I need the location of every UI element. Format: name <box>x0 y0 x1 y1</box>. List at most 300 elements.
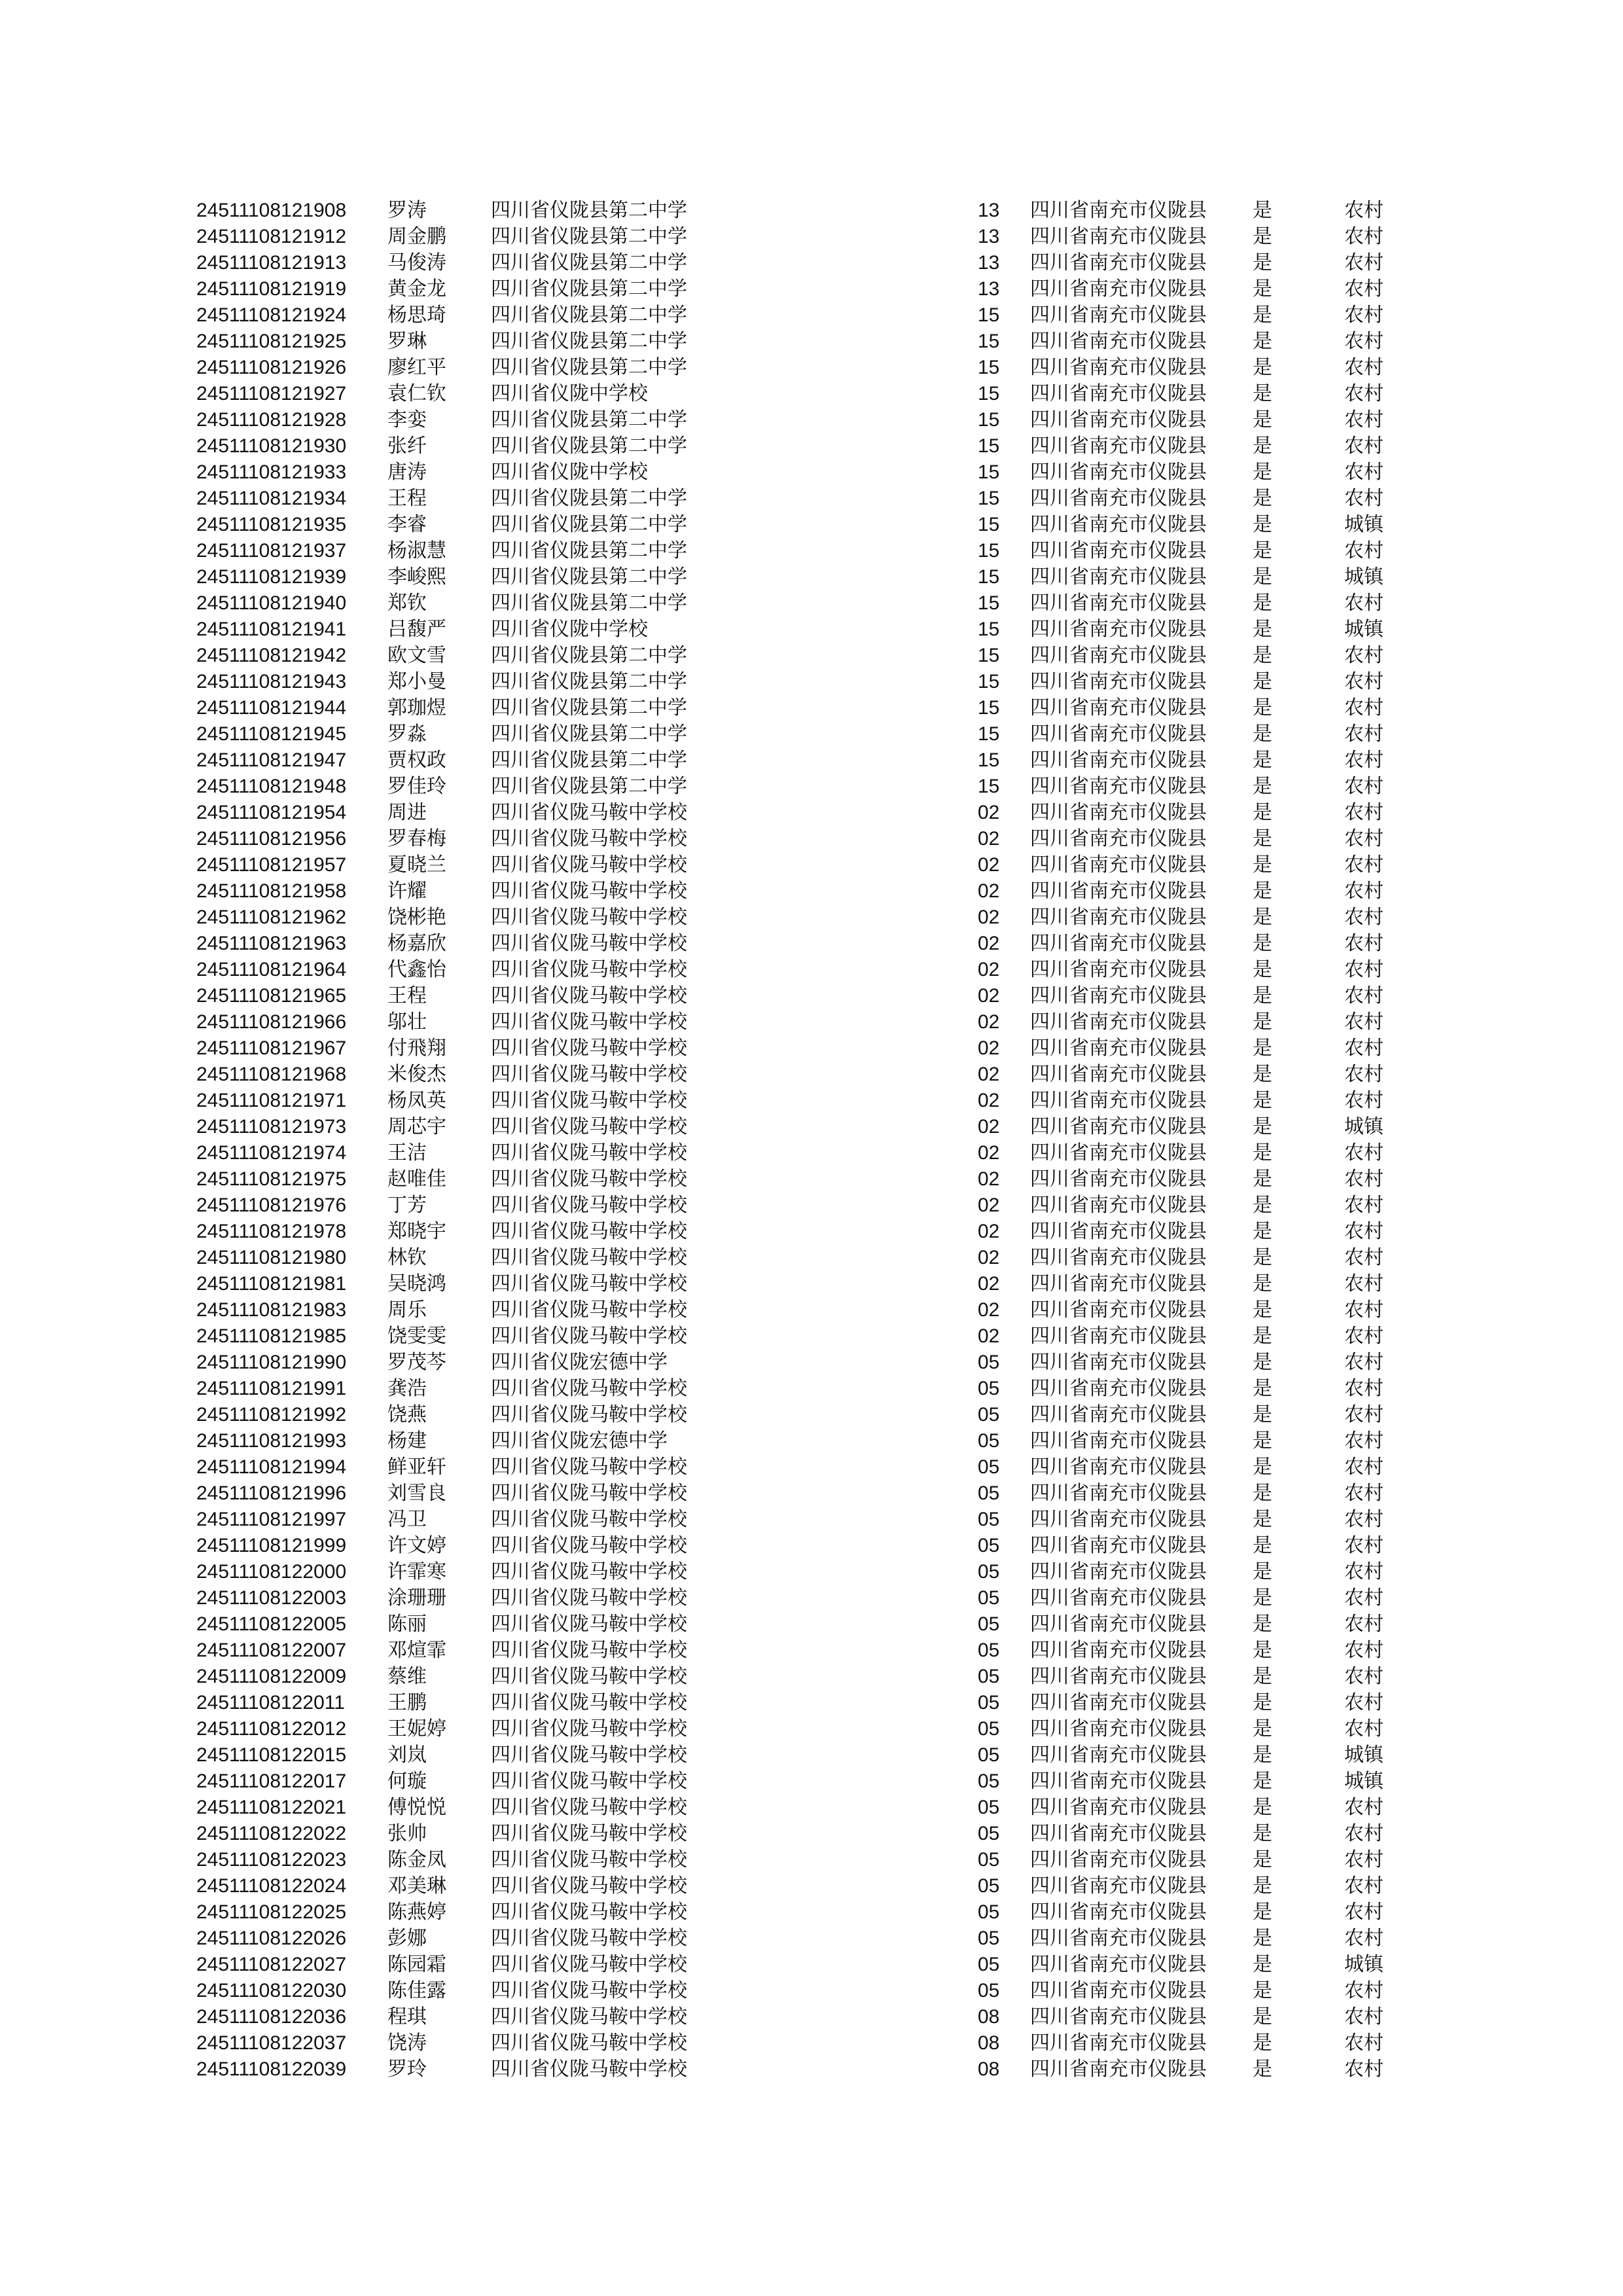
flag-cell: 是 <box>1253 1927 1272 1950</box>
student-id-cell: 24511108121965 <box>196 985 347 1007</box>
flag-cell: 是 <box>1253 592 1272 615</box>
area-cell: 农村 <box>1344 801 1383 824</box>
student-id-cell: 24511108122003 <box>196 1587 347 1609</box>
student-id-cell: 24511108122015 <box>196 1744 347 1766</box>
flag-cell: 是 <box>1253 1901 1272 1924</box>
area-cell: 农村 <box>1344 1691 1383 1714</box>
area-cell: 农村 <box>1344 1927 1383 1950</box>
code-cell: 05 <box>978 1404 1000 1426</box>
region-cell: 四川省南充市仪陇县 <box>1030 1037 1207 1060</box>
code-cell: 05 <box>978 1980 1000 2001</box>
school-cell: 四川省仪陇马鞍中学校 <box>491 1717 687 1740</box>
student-name-cell: 罗涛 <box>387 199 427 222</box>
region-cell: 四川省南充市仪陇县 <box>1030 1220 1207 1243</box>
student-name-cell: 郑小曼 <box>387 670 446 693</box>
area-cell: 农村 <box>1344 1613 1383 1636</box>
school-cell: 四川省仪陇马鞍中学校 <box>491 1665 687 1688</box>
region-cell: 四川省南充市仪陇县 <box>1030 225 1207 248</box>
area-cell: 城镇 <box>1344 1953 1383 1976</box>
student-id-cell: 24511108121933 <box>196 461 347 483</box>
area-cell: 农村 <box>1344 199 1383 222</box>
area-cell: 农村 <box>1344 278 1383 300</box>
flag-cell: 是 <box>1253 1770 1272 1793</box>
table-row <box>196 2056 1440 2083</box>
student-name-cell: 刘岚 <box>387 1744 427 1767</box>
flag-cell: 是 <box>1253 539 1272 562</box>
flag-cell: 是 <box>1253 1429 1272 1452</box>
code-cell: 02 <box>978 959 1000 980</box>
table-row <box>196 1428 1440 1454</box>
school-cell: 四川省仪陇马鞍中学校 <box>491 1272 687 1295</box>
table-row <box>196 2004 1440 2030</box>
student-name-cell: 罗佳玲 <box>387 775 446 798</box>
area-cell: 农村 <box>1344 1482 1383 1505</box>
school-cell: 四川省仪陇宏德中学 <box>491 1351 668 1374</box>
student-name-cell: 周乐 <box>387 1299 427 1321</box>
table-row <box>196 538 1440 564</box>
student-id-cell: 24511108121991 <box>196 1378 347 1399</box>
table-row <box>196 1245 1440 1271</box>
flag-cell: 是 <box>1253 801 1272 824</box>
flag-cell: 是 <box>1253 565 1272 588</box>
code-cell: 05 <box>978 1928 1000 1949</box>
region-cell: 四川省南充市仪陇县 <box>1030 382 1207 405</box>
student-id-cell: 24511108121974 <box>196 1142 347 1164</box>
student-id-cell: 24511108121926 <box>196 357 347 378</box>
flag-cell: 是 <box>1253 1822 1272 1845</box>
area-cell: 农村 <box>1344 225 1383 248</box>
student-id-cell: 24511108121956 <box>196 828 347 850</box>
table-row <box>196 1166 1440 1193</box>
flag-cell: 是 <box>1253 1796 1272 1819</box>
school-cell: 四川省仪陇县第二中学 <box>491 435 687 457</box>
school-cell: 四川省仪陇马鞍中学校 <box>491 1613 687 1636</box>
student-name-cell: 饶燕 <box>387 1403 427 1426</box>
area-cell: 农村 <box>1344 1874 1383 1897</box>
student-name-cell: 杨建 <box>387 1429 427 1452</box>
table-row <box>196 1899 1440 1926</box>
student-name-cell: 郑钦 <box>387 592 427 615</box>
school-cell: 四川省仪陇马鞍中学校 <box>491 1377 687 1400</box>
table-row <box>196 1716 1440 1742</box>
student-name-cell: 傅悦悦 <box>387 1796 446 1819</box>
area-cell: 农村 <box>1344 1665 1383 1688</box>
area-cell: 农村 <box>1344 1796 1383 1819</box>
area-cell: 农村 <box>1344 2005 1383 2028</box>
table-row <box>196 1140 1440 1166</box>
region-cell: 四川省南充市仪陇县 <box>1030 199 1207 222</box>
table-row <box>196 329 1440 355</box>
table-row <box>196 1585 1440 1611</box>
student-id-cell: 24511108121912 <box>196 226 347 247</box>
code-cell: 15 <box>978 409 1000 431</box>
student-id-cell: 24511108121958 <box>196 880 347 902</box>
flag-cell: 是 <box>1253 644 1272 667</box>
code-cell: 15 <box>978 331 1000 352</box>
student-name-cell: 王妮婷 <box>387 1717 446 1740</box>
school-cell: 四川省仪陇宏德中学 <box>491 1429 668 1452</box>
school-cell: 四川省仪陇马鞍中学校 <box>491 1901 687 1924</box>
student-name-cell: 邬壮 <box>387 1011 427 1033</box>
student-name-cell: 杨思琦 <box>387 304 446 327</box>
region-cell: 四川省南充市仪陇县 <box>1030 1429 1207 1452</box>
flag-cell: 是 <box>1253 1482 1272 1505</box>
region-cell: 四川省南充市仪陇县 <box>1030 1246 1207 1269</box>
flag-cell: 是 <box>1253 1351 1272 1374</box>
school-cell: 四川省仪陇马鞍中学校 <box>491 1482 687 1505</box>
flag-cell: 是 <box>1253 723 1272 745</box>
school-cell: 四川省仪陇县第二中学 <box>491 487 687 510</box>
code-cell: 02 <box>978 854 1000 876</box>
table-row <box>196 1297 1440 1323</box>
area-cell: 农村 <box>1344 1351 1383 1374</box>
student-name-cell: 王程 <box>387 487 427 510</box>
student-name-cell: 周芯宇 <box>387 1115 446 1138</box>
student-id-cell: 24511108121927 <box>196 383 347 404</box>
table-row <box>196 1611 1440 1638</box>
flag-cell: 是 <box>1253 1953 1272 1976</box>
code-cell: 02 <box>978 1221 1000 1242</box>
flag-cell: 是 <box>1253 1272 1272 1295</box>
flag-cell: 是 <box>1253 1874 1272 1897</box>
school-cell: 四川省仪陇马鞍中学校 <box>491 1011 687 1033</box>
region-cell: 四川省南充市仪陇县 <box>1030 408 1207 431</box>
student-id-cell: 24511108121994 <box>196 1456 347 1478</box>
region-cell: 四川省南充市仪陇县 <box>1030 1272 1207 1295</box>
region-cell: 四川省南充市仪陇县 <box>1030 958 1207 981</box>
area-cell: 农村 <box>1344 723 1383 745</box>
school-cell: 四川省仪陇县第二中学 <box>491 749 687 772</box>
school-cell: 四川省仪陇马鞍中学校 <box>491 1639 687 1662</box>
region-cell: 四川省南充市仪陇县 <box>1030 1115 1207 1138</box>
student-name-cell: 欧文雪 <box>387 644 446 667</box>
table-row <box>196 564 1440 590</box>
table-row <box>196 1821 1440 1847</box>
region-cell: 四川省南充市仪陇县 <box>1030 1141 1207 1164</box>
school-cell: 四川省仪陇马鞍中学校 <box>491 1194 687 1217</box>
region-cell: 四川省南充市仪陇县 <box>1030 801 1207 824</box>
area-cell: 农村 <box>1344 1011 1383 1033</box>
flag-cell: 是 <box>1253 1299 1272 1321</box>
student-id-cell: 24511108121942 <box>196 645 347 666</box>
table-row <box>196 800 1440 826</box>
region-cell: 四川省南充市仪陇县 <box>1030 1168 1207 1191</box>
student-id-cell: 24511108121957 <box>196 854 347 876</box>
code-cell: 15 <box>978 357 1000 378</box>
region-cell: 四川省南充市仪陇县 <box>1030 1089 1207 1112</box>
region-cell: 四川省南充市仪陇县 <box>1030 330 1207 353</box>
code-cell: 08 <box>978 2058 1000 2080</box>
flag-cell: 是 <box>1253 2032 1272 2054</box>
flag-cell: 是 <box>1253 906 1272 929</box>
region-cell: 四川省南充市仪陇县 <box>1030 984 1207 1007</box>
code-cell: 08 <box>978 2006 1000 2028</box>
code-cell: 02 <box>978 1037 1000 1059</box>
table-row <box>196 1009 1440 1035</box>
student-id-cell: 24511108121941 <box>196 619 347 640</box>
table-row <box>196 407 1440 433</box>
student-name-cell: 许文婷 <box>387 1534 446 1557</box>
area-cell: 农村 <box>1344 1403 1383 1426</box>
school-cell: 四川省仪陇马鞍中学校 <box>491 1115 687 1138</box>
flag-cell: 是 <box>1253 1377 1272 1400</box>
flag-cell: 是 <box>1253 408 1272 431</box>
school-cell: 四川省仪陇县第二中学 <box>491 251 687 274</box>
area-cell: 农村 <box>1344 1063 1383 1086</box>
region-cell: 四川省南充市仪陇县 <box>1030 1351 1207 1374</box>
student-id-cell: 24511108121944 <box>196 697 347 719</box>
flag-cell: 是 <box>1253 1744 1272 1767</box>
student-name-cell: 李睿 <box>387 513 427 536</box>
region-cell: 四川省南充市仪陇县 <box>1030 278 1207 300</box>
code-cell: 15 <box>978 645 1000 666</box>
student-id-cell: 24511108121948 <box>196 776 347 797</box>
student-name-cell: 代鑫怡 <box>387 958 446 981</box>
code-cell: 02 <box>978 1299 1000 1321</box>
code-cell: 05 <box>978 1561 1000 1583</box>
student-id-cell: 24511108122030 <box>196 1980 347 2001</box>
area-cell: 农村 <box>1344 1168 1383 1191</box>
table-row <box>196 381 1440 407</box>
code-cell: 05 <box>978 1797 1000 1818</box>
flag-cell: 是 <box>1253 2058 1272 2081</box>
student-id-cell: 24511108122027 <box>196 1954 347 1975</box>
student-name-cell: 邓美琳 <box>387 1874 446 1897</box>
school-cell: 四川省仪陇马鞍中学校 <box>491 1063 687 1086</box>
table-row <box>196 302 1440 329</box>
student-id-cell: 24511108122024 <box>196 1875 347 1897</box>
region-cell: 四川省南充市仪陇县 <box>1030 1456 1207 1479</box>
student-id-cell: 24511108121997 <box>196 1509 347 1530</box>
table-row <box>196 1480 1440 1507</box>
table-row <box>196 198 1440 224</box>
school-cell: 四川省仪陇马鞍中学校 <box>491 1822 687 1845</box>
code-cell: 15 <box>978 566 1000 588</box>
code-cell: 02 <box>978 1168 1000 1190</box>
student-name-cell: 罗琳 <box>387 330 427 353</box>
area-cell: 农村 <box>1344 1089 1383 1112</box>
school-cell: 四川省仪陇县第二中学 <box>491 199 687 222</box>
student-name-cell: 陈丽 <box>387 1613 427 1636</box>
area-cell: 农村 <box>1344 435 1383 457</box>
code-cell: 05 <box>978 1482 1000 1504</box>
student-name-cell: 米俊杰 <box>387 1063 446 1086</box>
region-cell: 四川省南充市仪陇县 <box>1030 2005 1207 2028</box>
region-cell: 四川省南充市仪陇县 <box>1030 2032 1207 2054</box>
area-cell: 农村 <box>1344 1508 1383 1531</box>
code-cell: 05 <box>978 1666 1000 1687</box>
code-cell: 02 <box>978 906 1000 928</box>
student-name-cell: 鲜亚轩 <box>387 1456 446 1479</box>
student-id-cell: 24511108121966 <box>196 1011 347 1033</box>
area-cell: 农村 <box>1344 2032 1383 2054</box>
area-cell: 农村 <box>1344 1194 1383 1217</box>
code-cell: 15 <box>978 776 1000 797</box>
area-cell: 农村 <box>1344 670 1383 693</box>
region-cell: 四川省南充市仪陇县 <box>1030 539 1207 562</box>
flag-cell: 是 <box>1253 1168 1272 1191</box>
code-cell: 02 <box>978 1247 1000 1268</box>
code-cell: 05 <box>978 1535 1000 1556</box>
region-cell: 四川省南充市仪陇县 <box>1030 749 1207 772</box>
region-cell: 四川省南充市仪陇县 <box>1030 1482 1207 1505</box>
school-cell: 四川省仪陇马鞍中学校 <box>491 1141 687 1164</box>
student-name-cell: 何璇 <box>387 1770 427 1793</box>
code-cell: 15 <box>978 619 1000 640</box>
code-cell: 15 <box>978 435 1000 457</box>
school-cell: 四川省仪陇县第二中学 <box>491 696 687 719</box>
school-cell: 四川省仪陇马鞍中学校 <box>491 1770 687 1793</box>
student-id-cell: 24511108121975 <box>196 1168 347 1190</box>
school-cell: 四川省仪陇县第二中学 <box>491 278 687 300</box>
code-cell: 02 <box>978 1273 1000 1295</box>
student-id-cell: 24511108121980 <box>196 1247 347 1268</box>
region-cell: 四川省南充市仪陇县 <box>1030 304 1207 327</box>
region-cell: 四川省南充市仪陇县 <box>1030 1587 1207 1609</box>
code-cell: 02 <box>978 880 1000 902</box>
school-cell: 四川省仪陇马鞍中学校 <box>491 880 687 903</box>
student-name-cell: 黄金龙 <box>387 278 446 300</box>
area-cell: 农村 <box>1344 1141 1383 1164</box>
area-cell: 农村 <box>1344 1639 1383 1662</box>
region-cell: 四川省南充市仪陇县 <box>1030 1796 1207 1819</box>
area-cell: 城镇 <box>1344 565 1383 588</box>
code-cell: 15 <box>978 749 1000 771</box>
student-id-cell: 24511108122036 <box>196 2006 347 2028</box>
region-cell: 四川省南充市仪陇县 <box>1030 1194 1207 1217</box>
code-cell: 15 <box>978 592 1000 614</box>
school-cell: 四川省仪陇马鞍中学校 <box>491 801 687 824</box>
region-cell: 四川省南充市仪陇县 <box>1030 1717 1207 1740</box>
student-name-cell: 杨凤英 <box>387 1089 446 1112</box>
flag-cell: 是 <box>1253 1220 1272 1243</box>
student-id-cell: 24511108121934 <box>196 488 347 509</box>
area-cell: 城镇 <box>1344 618 1383 641</box>
area-cell: 农村 <box>1344 1246 1383 1269</box>
flag-cell: 是 <box>1253 1011 1272 1033</box>
table-row <box>196 276 1440 302</box>
code-cell: 15 <box>978 697 1000 719</box>
flag-cell: 是 <box>1253 2005 1272 2028</box>
area-cell: 农村 <box>1344 592 1383 615</box>
flag-cell: 是 <box>1253 1534 1272 1557</box>
flag-cell: 是 <box>1253 330 1272 353</box>
student-id-cell: 24511108121924 <box>196 304 347 326</box>
area-cell: 农村 <box>1344 984 1383 1007</box>
area-cell: 农村 <box>1344 1901 1383 1924</box>
area-cell: 农村 <box>1344 251 1383 274</box>
flag-cell: 是 <box>1253 1613 1272 1636</box>
school-cell: 四川省仪陇县第二中学 <box>491 539 687 562</box>
table-row <box>196 1664 1440 1690</box>
school-cell: 四川省仪陇马鞍中学校 <box>491 1220 687 1243</box>
table-row <box>196 433 1440 459</box>
area-cell: 农村 <box>1344 1037 1383 1060</box>
code-cell: 15 <box>978 461 1000 483</box>
table-row <box>196 1507 1440 1533</box>
region-cell: 四川省南充市仪陇县 <box>1030 723 1207 745</box>
school-cell: 四川省仪陇县第二中学 <box>491 644 687 667</box>
student-id-cell: 24511108121968 <box>196 1064 347 1085</box>
flag-cell: 是 <box>1253 1194 1272 1217</box>
area-cell: 农村 <box>1344 932 1383 955</box>
region-cell: 四川省南充市仪陇县 <box>1030 1979 1207 2002</box>
region-cell: 四川省南充市仪陇县 <box>1030 1848 1207 1871</box>
student-name-cell: 罗玲 <box>387 2058 427 2081</box>
table-row <box>196 1376 1440 1402</box>
student-name-cell: 许耀 <box>387 880 427 903</box>
school-cell: 四川省仪陇县第二中学 <box>491 330 687 353</box>
flag-cell: 是 <box>1253 880 1272 903</box>
area-cell: 农村 <box>1344 1456 1383 1479</box>
table-row <box>196 1193 1440 1219</box>
region-cell: 四川省南充市仪陇县 <box>1030 1063 1207 1086</box>
flag-cell: 是 <box>1253 1115 1272 1138</box>
table-row <box>196 1952 1440 1978</box>
flag-cell: 是 <box>1253 304 1272 327</box>
student-name-cell: 蔡维 <box>387 1665 427 1688</box>
table-row <box>196 1062 1440 1088</box>
area-cell: 农村 <box>1344 539 1383 562</box>
area-cell: 城镇 <box>1344 1744 1383 1767</box>
code-cell: 02 <box>978 933 1000 954</box>
flag-cell: 是 <box>1253 749 1272 772</box>
region-cell: 四川省南充市仪陇县 <box>1030 513 1207 536</box>
student-name-cell: 饶雯雯 <box>387 1325 446 1348</box>
student-name-cell: 龚浩 <box>387 1377 427 1400</box>
region-cell: 四川省南充市仪陇县 <box>1030 1953 1207 1976</box>
area-cell: 农村 <box>1344 906 1383 929</box>
area-cell: 农村 <box>1344 958 1383 981</box>
table-row <box>196 1559 1440 1585</box>
table-row <box>196 1323 1440 1350</box>
region-cell: 四川省南充市仪陇县 <box>1030 1874 1207 1897</box>
flag-cell: 是 <box>1253 775 1272 798</box>
region-cell: 四川省南充市仪陇县 <box>1030 461 1207 484</box>
student-name-cell: 陈佳露 <box>387 1979 446 2002</box>
school-cell: 四川省仪陇马鞍中学校 <box>491 1979 687 2002</box>
code-cell: 05 <box>978 1430 1000 1452</box>
region-cell: 四川省南充市仪陇县 <box>1030 1665 1207 1688</box>
region-cell: 四川省南充市仪陇县 <box>1030 775 1207 798</box>
student-id-cell: 24511108121996 <box>196 1482 347 1504</box>
table-row <box>196 224 1440 250</box>
school-cell: 四川省仪陇马鞍中学校 <box>491 1796 687 1819</box>
code-cell: 02 <box>978 802 1000 823</box>
student-id-cell: 24511108122039 <box>196 2058 347 2080</box>
region-cell: 四川省南充市仪陇县 <box>1030 1560 1207 1583</box>
school-cell: 四川省仪陇马鞍中学校 <box>491 906 687 929</box>
code-cell: 05 <box>978 1744 1000 1766</box>
area-cell: 农村 <box>1344 330 1383 353</box>
flag-cell: 是 <box>1253 1037 1272 1060</box>
student-id-cell: 24511108121947 <box>196 749 347 771</box>
school-cell: 四川省仪陇县第二中学 <box>491 225 687 248</box>
school-cell: 四川省仪陇马鞍中学校 <box>491 1534 687 1557</box>
table-row <box>196 459 1440 486</box>
table-row <box>196 590 1440 617</box>
code-cell: 05 <box>978 1509 1000 1530</box>
region-cell: 四川省南充市仪陇县 <box>1030 435 1207 457</box>
flag-cell: 是 <box>1253 932 1272 955</box>
student-id-cell: 24511108121939 <box>196 566 347 588</box>
table-row <box>196 1454 1440 1480</box>
code-cell: 05 <box>978 1587 1000 1609</box>
flag-cell: 是 <box>1253 1665 1272 1688</box>
student-name-cell: 杨淑慧 <box>387 539 446 562</box>
student-name-cell: 吴晓鸿 <box>387 1272 446 1295</box>
code-cell: 05 <box>978 1456 1000 1478</box>
